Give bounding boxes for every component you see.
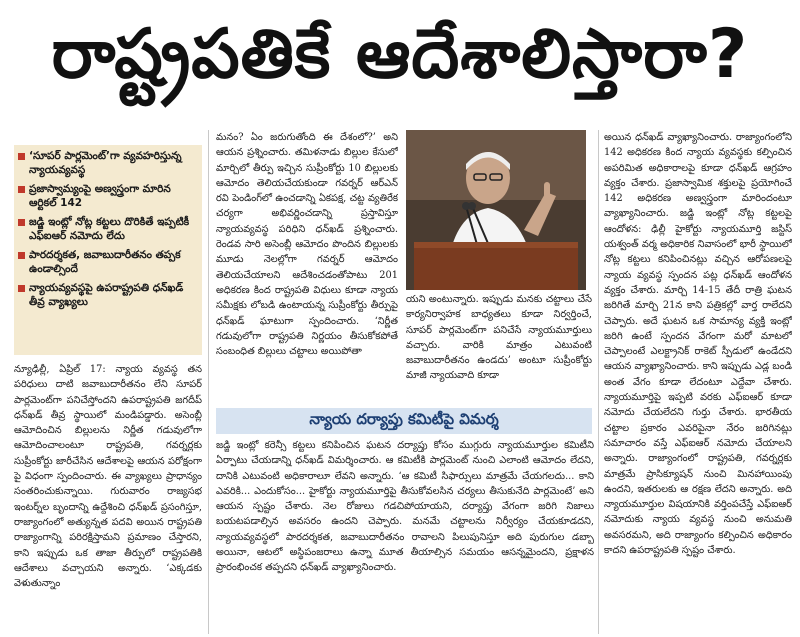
article-paragraph: న్యూఢిల్లీ, ఏప్రిల్ 17: న్యాయ వ్యవస్థ తన పరిధులు దాటి జవాబుదారీతనం లేని సూపర్ పార్లమెంట్‌గా పనిచేస్తోందని ఉపరాష్ట్రపతి జగదీప్ ధన్‌ఖడ్ తీవ్ర స్థాయిలో మండిపడ్డారు. అసెంబ్లీ ఆమోదించిన బిల్లులను నిర్ణీత గడువులోగా ఆమోదించాలంటూ రాష్ట్రపతి, గవర్నర్లకు సుప్రీంకోర్టు జారీచేసిన ఆదేశాలపై ఆయన పరోక్షంగా పై విధంగా స్పందించారు. ఈ వ్యాఖ్యలు ప్రాధాన్యం సంతరించుకున్నాయి. గురువారం రాజ్యసభ ఇంటర్న్‌ల బృందాన్ని ఉద్దేశించి ధన్‌ఖడ్ ప్రసంగిస్తూ, రాజ్యాంగంలో అత్యున్నత పదవి అయిన రాష్ట్రపతి రాజ్యాంగాన్ని పరిరక్షిస్తామని ప్రమాణం చేస్తారని, కాని ఇప్పుడు ఒక తాజా తీర్పులో రాష్ట్రపతికి ఆదేశాలు వచ్చాయని అన్నారు. ‘ఎక్కడకు వెళుతున్నాం <box>14 364 202 590</box>
highlight-item <box>18 248 196 276</box>
bullet-square-icon <box>18 285 25 292</box>
article-paragraph: మనం? ఏం జరుగుతోంది ఈ దేశంలో?’ అని ఆయన ప్రశ్నించారు. తమిళనాడు బిల్లుల కేసులో మార్చిలో తీర్పు ఇచ్చిన సుప్రీంకోర్టు 10 బిల్లులకు ఆమోదం తెలియచేయకుండా గవర్నర్ ఆర్‌ఎన్ రవి పెండింగ్‌లో ఉంచడాన్ని ఏకపక్ష, చట్ట వ్యతిరేక చర్యగా అభివర్ణించడాన్ని ప్రస్తావిస్తూ న్యాయవ్యవస్థ పరిధిని ధన్‌ఖడ్ ప్రశ్నించారు. రెండవ సారి అసెంబ్లీ ఆమోదం పొందిన బిల్లులకు మూడు నెలల్లోగా గవర్నర్ ఆమోదం తెలియచేయాలని ఆదేశించడంతోపాటు 201 అధికరణ కింద రాష్ట్రపతి విధులు కూడా న్యాయ సమీక్షకు లోబడి ఉంటాయన్న సుప్రీంకోర్టు తీర్పుపై ధన్‌ఖడ్ ఘాటుగా స్పందించారు. ‘నిర్ణీత గడువులోగా రాష్ట్రపతి నిర్ణయం తీసుకోకపోతే సంబంధిత బిల్లులు చట్టాలు అయిపోతా <box>216 132 398 358</box>
bullet-square-icon <box>18 252 25 259</box>
bullet-square-icon <box>18 219 25 226</box>
section-subheading: న్యాయ దర్యాప్తు కమిటీపై విమర్శ <box>216 408 592 434</box>
column-divider <box>208 130 209 634</box>
speaker-photo-illustration <box>406 130 586 290</box>
highlight-text: న్యాయవ్యవస్థపై ఉపరాష్ట్రపతి ధన్‌ఖడ్ తీవ్ర వ్యాఖ్యలు <box>29 282 184 308</box>
highlight-text: ప్రజాస్వామ్యంపై అణ్వస్త్రంగా మారిన ఆర్టికల్ 142 <box>29 183 171 209</box>
speaker-photo <box>406 130 586 290</box>
highlight-item <box>18 281 196 309</box>
article-paragraph: జడ్జి ఇంట్లో కరెన్సీ కట్టలు కనిపించిన ఘటన దర్యాప్తు కోసం ముగ్గురు న్యాయమూర్తుల కమిటీని ఏర్పాటు చేయడాన్ని ధన్‌ఖడ్ విమర్శించారు. ఆ కమిటీకి పార్లమెంట్ నుంచి ఎలాంటి ఆమోదం లేదని, దానికి ఎటువంటి అధికారాలూ లేవని అన్నారు. ‘ఆ కమిటీ సిఫార్సులు మాత్రమే చేయగలదు... కాని ఎవరికి... ఎందుకోసం... హైకోర్టు న్యాయమూర్తిపై తీసుకోవలసిన చర్యలు తీసుకునేది పార్లమెంటే’ అని ఆయన స్పష్టం చేశారు. నెల రోజులు గడచిపోయాయని, దర్యాప్తు వేగంగా జరిగి నిజాలు బయటపడాల్సిన అవసరం ఉందని చెప్పారు. మనమే చట్టాలను నిర్వీర్యం చేయకూడదని, న్యాయవ్యవస్థలో పారదర్శకత, జవాబుదారీతనం రావాలని పిలుపునిస్తూ అది పురుగుల డబ్బా అయినా, ఆటలో అస్థిపంజరాలు ఉన్నా మూత తీయాల్సిన సమయం ఆసన్నమైందని, ప్రక్షాళన ప్రారంభించక తప్పదని ధన్‌ఖడ్ వ్యాఖ్యానించారు. <box>216 440 594 574</box>
article-column-2-mid <box>406 292 592 404</box>
highlight-item <box>18 149 196 177</box>
bullet-square-icon <box>18 186 25 193</box>
article-column-2-upper <box>216 130 398 400</box>
highlight-text: జడ్జి ఇంట్లో నోట్ల కట్టలు దొరికితే ఇప్పటికీ ఎఫ్ఐఆర్ నమోదు లేదు <box>29 216 190 242</box>
highlight-item <box>18 182 196 210</box>
article-paragraph: అయిన ధన్‌ఖడ్ వ్యాఖ్యానించారు. రాజ్యాంగంలోని 142 అధికరణ కింద న్యాయ వ్యవస్థకు కల్పించిన అపరిమిత అధికారాలపై కూడా ధన్‌ఖడ్ ఆగ్రహం వ్యక్తం చేశారు. ప్రజాస్వామిక శక్తులపై ప్రయోగించే 142 అధికరణ అణ్వస్త్రంగా మారిందంటూ వ్యాఖ్యానించారు. జడ్జి ఇంట్లో నోట్ల కట్టలపై ఆందోళన: ఢిల్లీ హైకోర్టు న్యాయమూర్తి జస్టిస్ యశ్వంత్ వర్మ అధికారిక నివాసంలో భారీ స్థాయిలో నోట్ల కట్టలు కనిపించినట్లు వచ్చిన ఆరోపణలపై న్యాయ వ్యవస్థ స్పందన పట్ల ధన్‌ఖడ్ ఆందోళన వ్యక్తం చేశారు. మార్చి 14-15 తేదీ రాత్రి ఘటన జరిగితే మార్చి 21న కాని పత్రికల్లో వార్త రాలేదని చెప్పారు. అదే ఘటన ఒక సామాన్య వ్యక్తి ఇంట్లో జరిగి ఉంటే స్పందన వేగంగా మరో మాటలో చెప్పాలంటే ఎలక్ట్రానిక్ రాకెట్ స్పీడులో ఉండేదని ఆయన వ్యాఖ్యానించారు. కాని ఇప్పుడు ఎడ్ల బండి అంత వేగం కూడా లేదంటూ ఎద్దేవా చేశారు. న్యాయమూర్తిపై ఇప్పటి వరకు ఎఫ్ఐఆర్ కూడా నమోదు చేయలేదని గుర్తు చేశారు. భారతీయ చట్టాల ప్రకారం ఎవరిపైనా నేరం జరిగినట్లు సమాచారం వస్తే ఎఫ్ఐఆర్ నమోదు చేయాలని అన్నారు. రాజ్యాంగంలో రాష్ట్రపతి, గవర్నర్లకు మాత్రమే ప్రాసిక్యూషన్ నుంచి మినహాయింపు ఉందని, ఇతరులకు ఆ రక్షణ లేదని అన్నారు. అది న్యాయమూర్తుల విషయానికి వర్తింపచేస్తే ఎఫ్ఐఆర్ నమోదుకు న్యాయ వ్యవస్థ నుంచి అనుమతి అవసరమని, అది రాజ్యాంగం కల్పించిన అధికారం కాదని ఉపరాష్ట్రపతి స్పష్టం చేశారు. <box>604 132 792 557</box>
article-column-1-lower <box>14 362 202 634</box>
article-column-2-lower <box>216 438 594 634</box>
column-divider <box>598 130 599 634</box>
bullet-square-icon <box>18 153 25 160</box>
highlight-item <box>18 215 196 243</box>
highlight-text: ‘సూపర్ పార్లమెంట్’గా వ్యవహరిస్తున్న న్యాయవ్యవస్థ <box>29 150 182 176</box>
article-column-3 <box>604 130 792 634</box>
headline: రాష్ట్రపతికే ఆదేశాలిస్తారా? <box>51 14 749 94</box>
article-paragraph: యని అంటున్నారు. ఇప్పుడు మనకు చట్టాలు చేసే కార్యనిర్వాహక బాధ్యతలు కూడా నిర్వర్తించే, సూపర్ పార్లమెంట్‌గా పనిచేసే న్యాయమూర్తులు వచ్చారు. వారికి మాత్రం ఎటువంటి జవాబుదారీతనం ఉండదు’ అంటూ సుప్రీంకోర్టు మాజీ న్యాయవాది కూడా <box>406 294 592 382</box>
highlights-box <box>14 145 202 355</box>
highlight-text: పారదర్శకత, జవాబుదారీతనం తప్పక ఉండాల్సిందే <box>29 249 181 275</box>
